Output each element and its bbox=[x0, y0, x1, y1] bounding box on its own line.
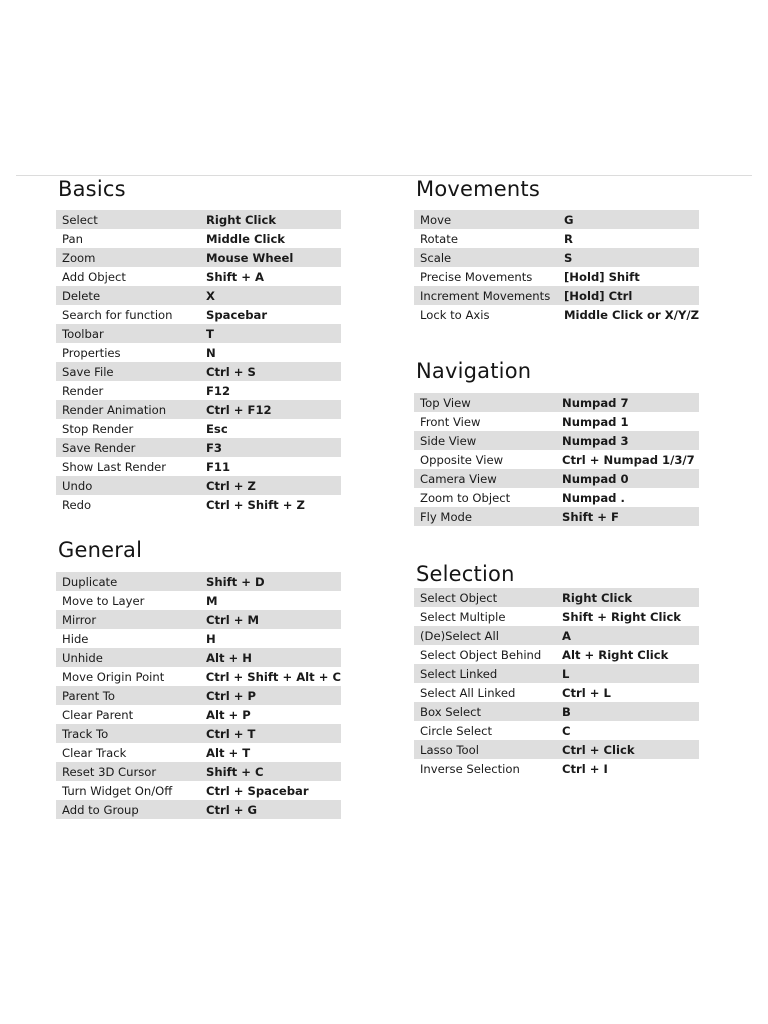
shortcut-action: Increment Movements bbox=[420, 288, 551, 303]
shortcut-row bbox=[414, 683, 699, 702]
top-divider bbox=[16, 175, 752, 176]
shortcut-action: Fly Mode bbox=[420, 509, 473, 524]
shortcut-row bbox=[414, 740, 699, 759]
shortcut-action: Pan bbox=[62, 231, 83, 246]
shortcut-key: Ctrl + Numpad 1/3/7 bbox=[562, 452, 695, 467]
shortcut-row bbox=[56, 267, 341, 286]
section-title: Navigation bbox=[416, 359, 532, 383]
shortcut-key: B bbox=[562, 704, 571, 719]
shortcut-key: T bbox=[206, 326, 214, 341]
shortcut-key: Ctrl + Shift + Alt + C bbox=[205, 669, 341, 684]
shortcut-action: Redo bbox=[62, 497, 92, 512]
shortcut-row bbox=[56, 724, 341, 743]
shortcut-action: Undo bbox=[62, 478, 93, 493]
shortcut-key: Alt + T bbox=[206, 745, 251, 760]
shortcut-row bbox=[56, 705, 341, 724]
shortcut-action: Add to Group bbox=[62, 802, 139, 817]
shortcut-action: Toolbar bbox=[62, 326, 104, 341]
shortcut-table bbox=[56, 210, 341, 514]
section-title: General bbox=[58, 538, 143, 562]
shortcut-key: Ctrl + Spacebar bbox=[206, 783, 309, 798]
shortcut-action: Save Render bbox=[62, 440, 136, 455]
shortcut-action: Clear Parent bbox=[62, 707, 134, 722]
shortcut-action: Camera View bbox=[420, 471, 497, 486]
shortcut-action: Circle Select bbox=[420, 723, 493, 738]
shortcut-row bbox=[56, 629, 341, 648]
shortcut-row bbox=[56, 400, 341, 419]
shortcut-table bbox=[414, 210, 699, 324]
shortcut-table bbox=[414, 393, 699, 526]
shortcut-key: Numpad 3 bbox=[562, 433, 629, 448]
shortcut-action: Inverse Selection bbox=[420, 761, 520, 776]
shortcut-key: Ctrl + S bbox=[206, 364, 256, 379]
shortcut-row bbox=[414, 702, 699, 721]
shortcut-key: Shift + C bbox=[206, 764, 264, 779]
shortcut-row bbox=[56, 762, 341, 781]
shortcut-key: Alt + Right Click bbox=[562, 647, 669, 662]
shortcut-key: F3 bbox=[206, 440, 222, 455]
shortcut-row bbox=[414, 286, 699, 305]
shortcut-row bbox=[56, 381, 341, 400]
shortcut-action: Opposite View bbox=[420, 452, 504, 467]
shortcut-action: Lasso Tool bbox=[420, 742, 479, 757]
shortcut-key: N bbox=[206, 345, 216, 360]
shortcut-row bbox=[56, 686, 341, 705]
section-title: Movements bbox=[416, 177, 540, 201]
shortcut-row bbox=[56, 286, 341, 305]
shortcut-action: Show Last Render bbox=[62, 459, 167, 474]
shortcut-action: Unhide bbox=[62, 650, 103, 665]
shortcut-action: Side View bbox=[420, 433, 477, 448]
shortcut-key: F12 bbox=[206, 383, 231, 398]
shortcut-row bbox=[414, 607, 699, 626]
shortcut-table bbox=[414, 588, 699, 778]
shortcut-action: Render bbox=[62, 383, 104, 398]
shortcut-action: Front View bbox=[420, 414, 481, 429]
shortcut-row bbox=[56, 343, 341, 362]
shortcut-row bbox=[56, 495, 341, 514]
shortcut-action: Search for function bbox=[62, 307, 173, 322]
shortcut-action: Save File bbox=[62, 364, 114, 379]
shortcut-key: R bbox=[564, 231, 573, 246]
shortcut-key: Ctrl + Shift + Z bbox=[206, 497, 305, 512]
shortcut-key: Numpad 0 bbox=[562, 471, 629, 486]
shortcut-key: Ctrl + F12 bbox=[206, 402, 272, 417]
shortcut-action: Stop Render bbox=[62, 421, 134, 436]
shortcut-row bbox=[56, 229, 341, 248]
shortcut-key: G bbox=[564, 212, 574, 227]
shortcut-action: Properties bbox=[62, 345, 121, 360]
shortcut-row bbox=[56, 419, 341, 438]
shortcut-key: Ctrl + I bbox=[562, 761, 608, 776]
shortcut-key: Numpad 1 bbox=[562, 414, 629, 429]
shortcut-action: Reset 3D Cursor bbox=[62, 764, 157, 779]
shortcut-key: Esc bbox=[206, 421, 228, 436]
shortcut-action: Top View bbox=[420, 395, 471, 410]
shortcut-key: Alt + P bbox=[206, 707, 251, 722]
shortcut-key: Shift + Right Click bbox=[562, 609, 682, 624]
shortcut-key: A bbox=[562, 628, 571, 643]
shortcut-row bbox=[414, 305, 699, 324]
shortcut-key: Numpad . bbox=[562, 490, 625, 505]
shortcut-key: M bbox=[206, 593, 218, 608]
shortcut-key: S bbox=[564, 250, 573, 265]
shortcut-action: Add Object bbox=[62, 269, 126, 284]
shortcut-row bbox=[414, 431, 699, 450]
shortcut-key: Mouse Wheel bbox=[206, 250, 294, 265]
shortcut-key: Right Click bbox=[562, 590, 633, 605]
section-title: Selection bbox=[416, 562, 515, 586]
shortcut-key: Middle Click bbox=[206, 231, 286, 246]
shortcut-row bbox=[56, 324, 341, 343]
shortcut-key: Ctrl + Click bbox=[562, 742, 635, 757]
shortcut-key: Ctrl + M bbox=[206, 612, 260, 627]
shortcut-action: Clear Track bbox=[62, 745, 127, 760]
shortcut-row bbox=[56, 248, 341, 267]
shortcut-action: Mirror bbox=[62, 612, 97, 627]
shortcut-row bbox=[56, 362, 341, 381]
shortcut-key: [Hold] Ctrl bbox=[564, 288, 633, 303]
shortcut-key: Ctrl + G bbox=[206, 802, 258, 817]
shortcut-row bbox=[56, 476, 341, 495]
shortcut-row bbox=[414, 450, 699, 469]
shortcut-action: Lock to Axis bbox=[420, 307, 490, 322]
shortcut-row bbox=[414, 588, 699, 607]
shortcut-action: Select bbox=[62, 212, 98, 227]
shortcut-row bbox=[56, 667, 341, 686]
shortcut-action: Select Object bbox=[420, 590, 498, 605]
shortcut-action: Parent To bbox=[62, 688, 116, 703]
shortcut-row bbox=[414, 488, 699, 507]
shortcut-action: Move bbox=[420, 212, 452, 227]
shortcut-action: Move to Layer bbox=[62, 593, 145, 608]
shortcut-row bbox=[56, 610, 341, 629]
shortcut-row bbox=[56, 743, 341, 762]
shortcut-row bbox=[56, 800, 341, 819]
shortcut-key: Shift + D bbox=[206, 574, 265, 589]
shortcut-row bbox=[414, 664, 699, 683]
shortcut-row bbox=[414, 507, 699, 526]
shortcut-action: Select All Linked bbox=[420, 685, 516, 700]
shortcut-row bbox=[56, 457, 341, 476]
shortcut-action: Select Object Behind bbox=[420, 647, 542, 662]
shortcut-action: Turn Widget On/Off bbox=[62, 783, 173, 798]
shortcut-key: X bbox=[206, 288, 215, 303]
shortcut-key: F11 bbox=[206, 459, 231, 474]
shortcut-key: L bbox=[562, 666, 570, 681]
shortcut-action: Render Animation bbox=[62, 402, 167, 417]
shortcut-row bbox=[414, 210, 699, 229]
shortcut-row bbox=[56, 210, 341, 229]
shortcut-row bbox=[56, 591, 341, 610]
shortcut-row bbox=[414, 412, 699, 431]
shortcut-row bbox=[414, 248, 699, 267]
shortcut-action: Box Select bbox=[420, 704, 482, 719]
shortcut-row bbox=[414, 721, 699, 740]
shortcut-row bbox=[414, 645, 699, 664]
shortcut-row bbox=[56, 781, 341, 800]
shortcut-action: Scale bbox=[420, 250, 452, 265]
shortcut-key: Right Click bbox=[206, 212, 277, 227]
shortcut-row bbox=[414, 469, 699, 488]
shortcut-key: Ctrl + L bbox=[562, 685, 611, 700]
shortcut-key: Alt + H bbox=[206, 650, 252, 665]
shortcut-action: Delete bbox=[62, 288, 101, 303]
shortcut-action: Precise Movements bbox=[420, 269, 533, 284]
shortcut-action: Track To bbox=[62, 726, 109, 741]
shortcut-key: Middle Click or X/Y/Z bbox=[564, 307, 699, 322]
shortcut-row bbox=[414, 267, 699, 286]
shortcut-row bbox=[56, 572, 341, 591]
shortcut-key: [Hold] Shift bbox=[564, 269, 640, 284]
shortcut-row bbox=[56, 305, 341, 324]
shortcut-key: C bbox=[562, 723, 571, 738]
shortcut-key: Ctrl + P bbox=[206, 688, 257, 703]
shortcut-row bbox=[56, 648, 341, 667]
shortcut-row bbox=[414, 229, 699, 248]
shortcut-key: Ctrl + Z bbox=[206, 478, 256, 493]
shortcut-key: Numpad 7 bbox=[562, 395, 629, 410]
shortcut-action: Duplicate bbox=[62, 574, 118, 589]
shortcut-row bbox=[56, 438, 341, 457]
shortcut-action: (De)Select All bbox=[420, 628, 499, 643]
shortcut-action: Hide bbox=[62, 631, 89, 646]
shortcut-key: Spacebar bbox=[206, 307, 268, 322]
shortcut-action: Select Linked bbox=[420, 666, 498, 681]
shortcut-row bbox=[414, 393, 699, 412]
shortcut-action: Zoom to Object bbox=[420, 490, 511, 505]
shortcut-action: Rotate bbox=[420, 231, 458, 246]
shortcut-action: Zoom bbox=[62, 250, 96, 265]
shortcut-key: Ctrl + T bbox=[206, 726, 256, 741]
shortcut-key: Shift + F bbox=[562, 509, 619, 524]
shortcut-key: H bbox=[206, 631, 216, 646]
section-title: Basics bbox=[58, 177, 126, 201]
shortcut-key: Shift + A bbox=[206, 269, 264, 284]
shortcut-row bbox=[414, 759, 699, 778]
shortcut-row bbox=[414, 626, 699, 645]
shortcut-table bbox=[56, 572, 341, 819]
shortcut-action: Select Multiple bbox=[420, 609, 506, 624]
shortcut-action: Move Origin Point bbox=[62, 669, 165, 684]
